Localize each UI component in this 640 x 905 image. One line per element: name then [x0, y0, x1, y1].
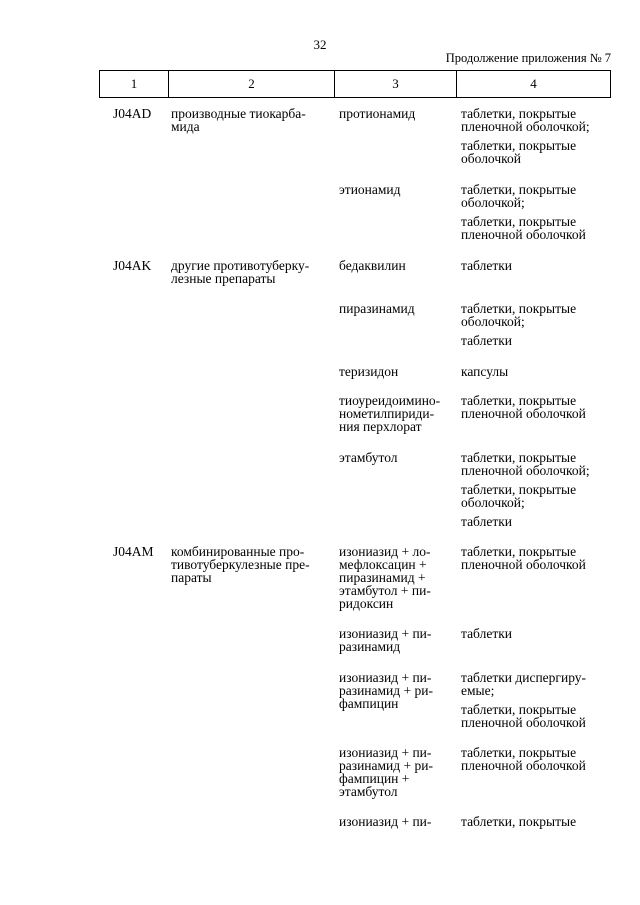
group-name-line: лезные препараты — [171, 271, 276, 286]
form-line: пленочной оболочкой; — [461, 119, 590, 134]
form-line: таблетки, покрытые — [461, 544, 577, 559]
form-line: пленочной оболочкой — [461, 557, 586, 572]
header-col-4: 4 — [530, 76, 537, 91]
form-line: таблетки, покрытые — [461, 106, 577, 121]
form-line: пленочной оболочкой — [461, 406, 586, 421]
form-line: оболочкой; — [461, 195, 525, 210]
drug-name-line: этионамид — [339, 182, 401, 197]
drug-name-line: ридоксин — [339, 596, 394, 611]
form-line: таблетки, покрытые — [461, 301, 577, 316]
drug-name-line: мефлоксацин + — [339, 557, 427, 572]
drug-name-line: нометилпириди- — [339, 406, 435, 421]
header-col-1: 1 — [100, 71, 169, 97]
drug-name-line: фампицин + — [339, 771, 410, 786]
drug-name-line: изониазид + пи- — [339, 814, 432, 829]
form-line: пленочной оболочкой; — [461, 463, 590, 478]
form-line: таблетки, покрытые — [461, 214, 577, 229]
form-line: таблетки, покрытые — [461, 814, 577, 829]
form-line: таблетки — [461, 333, 513, 348]
header-col-3: 3 — [335, 71, 457, 97]
drug-name-line: пиразинамид + — [339, 570, 426, 585]
group-name-line: другие противотуберку- — [171, 258, 310, 273]
group-name-line: производные тиокарба- — [171, 106, 306, 121]
drug-name-line: разинамид + ри- — [339, 683, 433, 698]
form-line: оболочкой — [461, 151, 521, 166]
drug-name-line: ния перхлорат — [339, 419, 422, 434]
form-line: таблетки — [461, 514, 513, 529]
form-line: емые; — [461, 683, 495, 698]
form-line: таблетки, покрытые — [461, 182, 577, 197]
group-name-line: комбинированные про- — [171, 544, 305, 559]
page-number: 32 — [313, 37, 327, 52]
drug-name-line: бедаквилин — [339, 258, 406, 273]
group-code: J04AK — [113, 258, 152, 273]
group-code: J04AD — [113, 106, 152, 121]
form-line: таблетки, покрытые — [461, 702, 577, 717]
form-line: таблетки, покрытые — [461, 138, 577, 153]
form-line: капсулы — [461, 364, 509, 379]
form-line: таблетки, покрытые — [461, 745, 577, 760]
drug-name-line: этамбутол + пи- — [339, 583, 431, 598]
continuation-note: Продолжение приложения № 7 — [445, 51, 611, 65]
table-header — [99, 70, 611, 98]
form-line: пленочной оболочкой — [461, 227, 586, 242]
drug-name-line: этамбутол — [339, 450, 398, 465]
drug-name-line: разинамид — [339, 639, 401, 654]
form-line: таблетки, покрытые — [461, 482, 577, 497]
drug-name-line: тиоуреидоимино- — [339, 393, 441, 408]
form-line: таблетки, покрытые — [461, 393, 577, 408]
group-name-line: мида — [171, 119, 200, 134]
header-col-2: 2 — [169, 71, 335, 97]
form-line: таблетки — [461, 626, 513, 641]
form-line: пленочной оболочкой — [461, 715, 586, 730]
form-line: оболочкой; — [461, 495, 525, 510]
drug-name-line: изониазид + ло- — [339, 544, 431, 559]
drug-name-line: пиразинамид — [339, 301, 415, 316]
drug-name-line: фампицин — [339, 696, 399, 711]
form-line: таблетки диспергиру- — [461, 670, 587, 685]
drug-name-line: изониазид + пи- — [339, 670, 432, 685]
drug-name-line: разинамид + ри- — [339, 758, 433, 773]
form-line: оболочкой; — [461, 314, 525, 329]
drug-name-line: теризидон — [339, 364, 399, 379]
drug-name-line: изониазид + пи- — [339, 626, 432, 641]
form-line: таблетки — [461, 258, 513, 273]
group-name-line: тивотуберкулезные пре- — [171, 557, 310, 572]
drug-name-line: протионамид — [339, 106, 416, 121]
drug-name-line: этамбутол — [339, 784, 398, 799]
form-line: пленочной оболочкой — [461, 758, 586, 773]
group-name-line: параты — [171, 570, 212, 585]
form-line: таблетки, покрытые — [461, 450, 577, 465]
group-code: J04AM — [113, 544, 154, 559]
drug-name-line: изониазид + пи- — [339, 745, 432, 760]
